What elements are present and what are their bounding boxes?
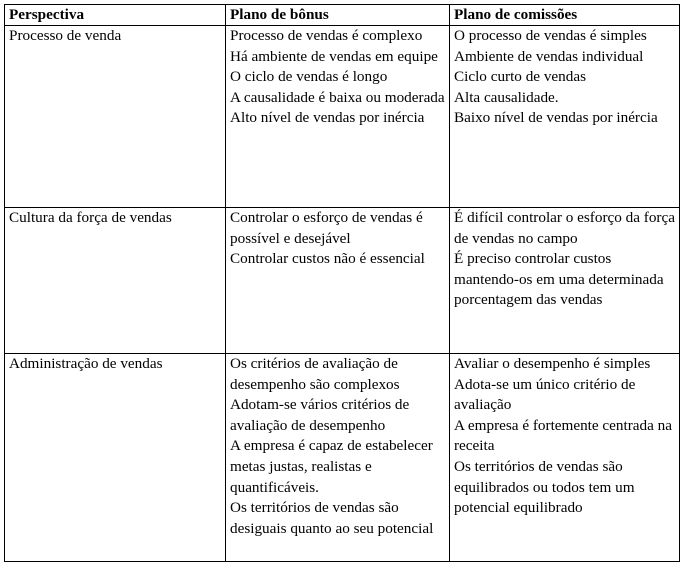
bonus-item: Há ambiente de vendas em equipe (230, 47, 438, 65)
commission-cell (450, 208, 680, 354)
comparison-table (4, 4, 680, 562)
bonus-item: Processo de vendas é complexo (230, 27, 423, 44)
bonus-item: Os critérios de avaliação de desempenho são complexos (230, 355, 400, 393)
bonus-cell (226, 208, 450, 354)
bonus-item: Controlar custos não é essencial (230, 250, 425, 268)
bonus-item: Adotam-se vários critérios de avaliação de desempenho (230, 396, 410, 434)
commission-item: Avaliar o desempenho é simples (454, 355, 651, 372)
commission-cell (450, 26, 680, 208)
bonus-cell (226, 354, 450, 562)
commission-item: É preciso controlar custos mantendo-os em uma determinada porcentagem das vendas (454, 250, 664, 309)
commission-cell (450, 354, 680, 562)
table-body (5, 26, 680, 562)
table-row (5, 208, 680, 354)
bonus-item: A causalidade é baixa ou moderada (230, 88, 445, 106)
perspective-cell: Administração de vendas (5, 354, 226, 562)
bonus-item: Os territórios de vendas são desiguais quanto ao seu potencial (230, 499, 434, 537)
commission-item: Ciclo curto de vendas (454, 68, 587, 86)
table-header (5, 5, 680, 26)
commission-item: A empresa é fortemente centrada na receita (454, 416, 672, 455)
header-row (5, 5, 680, 26)
bonus-item: A empresa é capaz de estabelecer metas justas, realistas e quantificáveis. (230, 437, 433, 496)
commission-item: Adota-se um único critério de avaliação (454, 375, 636, 414)
bonus-item: O ciclo de vendas é longo (230, 68, 388, 86)
commission-item: Ambiente de vendas individual (454, 47, 644, 65)
header-plano-de-comissoes: Plano de comissões (450, 5, 680, 26)
header-perspectiva: Perspectiva (5, 5, 226, 26)
table-row (5, 354, 680, 562)
commission-item: Alta causalidade. (454, 88, 559, 106)
perspective-cell: Processo de venda (5, 26, 226, 208)
bonus-item: Alto nível de vendas por inércia (230, 109, 425, 127)
commission-item: É difícil controlar o esforço da força de vendas no campo (454, 209, 675, 247)
commission-item: O processo de vendas é simples (454, 27, 647, 44)
commission-item: Baixo nível de vendas por inércia (454, 109, 658, 127)
perspective-cell: Cultura da força de vendas (5, 208, 226, 354)
bonus-cell (226, 26, 450, 208)
bonus-item: Controlar o esforço de vendas é possível e desejável (230, 209, 423, 247)
commission-item: Os territórios de vendas são equilibrados ou todos tem um potencial equilibrado (454, 457, 635, 517)
header-plano-de-bonus: Plano de bônus (226, 5, 450, 26)
table-row (5, 26, 680, 208)
